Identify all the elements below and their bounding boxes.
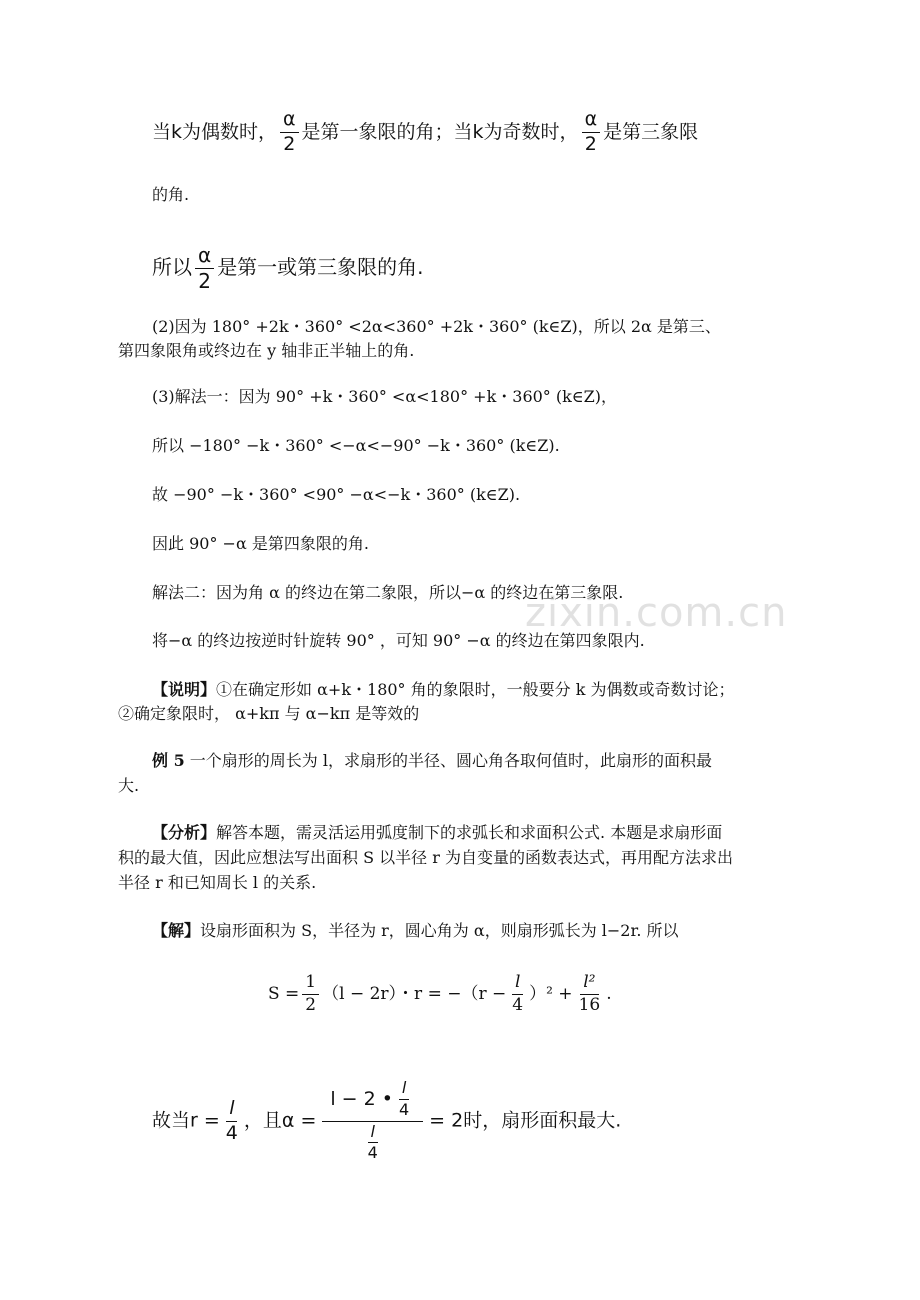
part-3-line-3: 故 −90° −k・360° <90° −α<−k・360° (k∈Z). (152, 485, 521, 504)
analysis-text-1: 解答本题，需灵活运用弧度制下的求弧长和求面积公式. 本题是求扇形面 (216, 823, 723, 842)
note-text-1: ①在确定形如 α+k・180° 角的象限时，一般要分 k 为偶数或奇数讨论； (216, 680, 735, 699)
formula-square: ）² + (529, 983, 573, 1004)
part-2-line-2: 第四象限角或终边在 y 轴非正半轴上的角. (118, 341, 415, 360)
note-line-2: ②确定象限时， α+kπ 与 α−kπ 是等效的 (118, 704, 420, 723)
fraction-r-l-over-4: $\frac{l}{4}$ (225, 1096, 238, 1144)
solution-tag: 【解】 (152, 921, 201, 940)
note-tag: 【说明】 (152, 680, 217, 699)
part-3-line-1: (3)解法一：因为 90° +k・360° <α<180° +k・360° (k∈Z)， (152, 387, 618, 406)
fraction-alpha-over-2-third: $\frac{\alpha}{2}$ (195, 245, 214, 292)
fraction-alpha-over-2: $\frac{\alpha}{2}$ (280, 110, 299, 155)
line-2: 的角. (152, 185, 190, 204)
formula-middle: （l − 2r）・r = −（r − (322, 983, 507, 1004)
line-3 (152, 245, 424, 292)
area-formula (268, 974, 612, 1015)
line-3-text-b: 是第一或第三象限的角. (217, 255, 424, 279)
part-2-line-1: (2)因为 180° +2k・360° <2α<360° +2k・360° (k∈Z)，所以 2α 是第三、 (152, 317, 721, 336)
line-1-text-b: 是第一象限的角；当k为奇数时， (301, 120, 579, 143)
conclusion-formula (152, 1080, 621, 1162)
fraction-l-squared-over-16: $\frac{\text{l²}}{16}$ (578, 972, 601, 1015)
part-3-line-5: 解法二：因为角 α 的终边在第二象限，所以−α 的终边在第三象限. (152, 583, 624, 602)
fraction-one-half: $\frac{1}{2}$ (302, 974, 319, 1015)
fraction-l-over-4: $\frac{l}{4}$ (512, 972, 524, 1015)
solution-text-1: 设扇形面积为 S，半径为 r，圆心角为 α，则扇形弧长为 l−2r. 所以 (200, 921, 679, 940)
analysis-tag: 【分析】 (152, 823, 217, 842)
fraction-alpha-value: l − 2 • $\frac{l}{4}$ $\frac{l}{4}$ (322, 1080, 423, 1162)
watermark: zixin.com.cn (525, 590, 788, 636)
analysis-line-2: 积的最大值，因此应想法写出面积 S 以半径 r 为自变量的函数表达式，再用配方法求出 (118, 848, 733, 867)
line-1 (152, 110, 698, 155)
example-5-line-2: 大. (118, 776, 140, 795)
fraction-alpha-over-2-second: $\frac{\alpha}{2}$ (582, 110, 601, 155)
line-1-text-c: 是第三象限 (603, 120, 699, 143)
note-line-1 (152, 679, 735, 701)
conclusion-text-a: 故当r = (152, 1109, 220, 1132)
line-3-text-a: 所以 (152, 255, 192, 279)
part-3-line-2: 所以 −180° −k・360° <−α<−90° −k・360° (k∈Z). (152, 436, 560, 455)
part-3-line-6: 将−α 的终边按逆时针旋转 90° ，可知 90° −α 的终边在第四象限内. (152, 631, 645, 650)
example-5-text-1: 一个扇形的周长为 l，求扇形的半径、圆心角各取何值时，此扇形的面积最 (184, 751, 713, 770)
analysis-line-3: 半径 r 和已知周长 l 的关系. (118, 873, 317, 892)
solution-line-1 (152, 920, 679, 942)
example-5-tag: 例 5 (152, 751, 185, 770)
part-3-line-4: 因此 90° −α 是第四象限的角. (152, 534, 369, 553)
formula-end: . (606, 983, 612, 1004)
line-1-text-a: 当k为偶数时， (152, 120, 278, 143)
analysis-line-1 (152, 822, 722, 844)
conclusion-text-b: ，且α = (243, 1109, 317, 1132)
example-5-line-1 (152, 750, 712, 772)
conclusion-text-c: = 2时，扇形面积最大. (429, 1109, 622, 1132)
formula-s: S = (268, 983, 300, 1004)
